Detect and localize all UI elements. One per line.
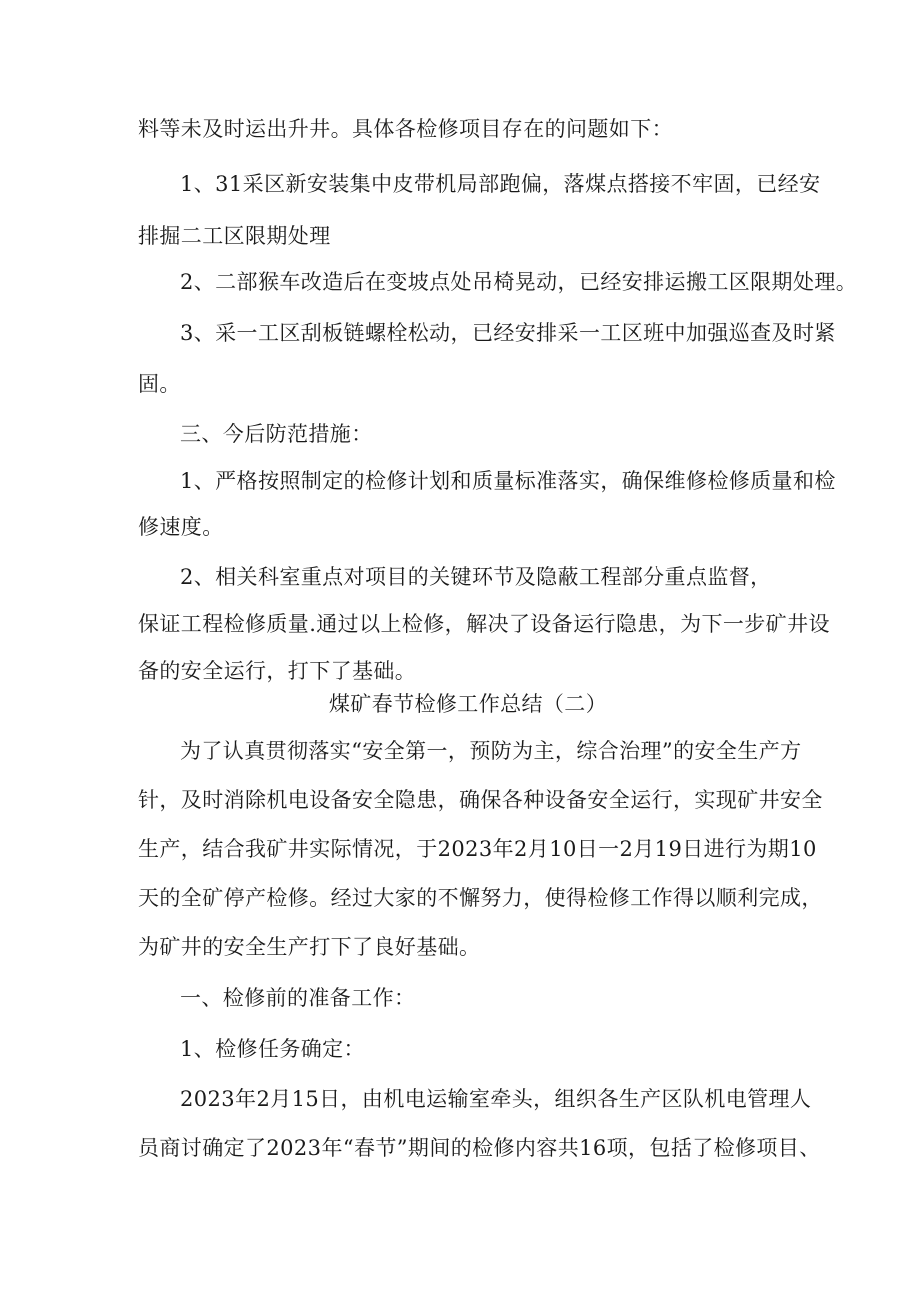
text-line: 2023年2月15日，由机电运输室牵头，组织各生产区队机电管理人 (180, 1087, 812, 1111)
text-line: 备的安全运行，打下了基础。 (138, 659, 417, 683)
text-line: 3、采一工区刮板链螺栓松动，已经安排采一工区班中加强巡查及时紧 (180, 321, 836, 345)
subsection-heading: 1、检修任务确定： (180, 1037, 365, 1061)
section-heading: 一、检修前的准备工作： (180, 986, 416, 1010)
text-line: 2、二部猴车改造后在变坡点处吊椅晃动，已经安排运搬工区限期处理。 (180, 270, 858, 294)
text-line: 排掘二工区限期处理 (138, 224, 331, 248)
text-line: 天的全矿停产检修。经过大家的不懈努力，使得检修工作得以顺利完成， (138, 886, 823, 910)
text-line: 1、31采区新安装集中皮带机局部跑偏，落煤点搭接不牢固，已经安 (180, 172, 821, 196)
text-line: 1、严格按照制定的检修计划和质量标准落实，确保维修检修质量和检 (180, 469, 836, 493)
text-line: 固。 (138, 372, 181, 396)
section-heading: 三、今后防范措施： (180, 422, 373, 446)
text-line: 员商讨确定了2023年“春节”期间的检修内容共16项，包括了检修项目、 (138, 1136, 821, 1160)
text-line: 生产，结合我矿井实际情况，于2023年2月10日一2月19日进行为期10 (138, 837, 817, 861)
text-line: 为矿井的安全生产打下了良好基础。 (138, 935, 481, 959)
text-line: 2、相关科室重点对项目的关键环节及隐蔽工程部分重点监督， (180, 565, 772, 589)
text-line: 为了认真贯彻落实“安全第一，预防为主，综合治理”的安全生产方 (180, 739, 802, 763)
document-title: 煤矿春节检修工作总结（二） (328, 692, 608, 716)
text-line: 针，及时消除机电设备安全隐患，确保各种设备安全运行，实现矿井安全 (138, 788, 823, 812)
text-line: 料等未及时运出升井。具体各检修项目存在的问题如下： (138, 117, 673, 141)
text-line: 保证工程检修质量.通过以上检修，解决了设备运行隐患，为下一步矿井设 (138, 612, 830, 636)
text-line: 修速度。 (138, 515, 224, 539)
